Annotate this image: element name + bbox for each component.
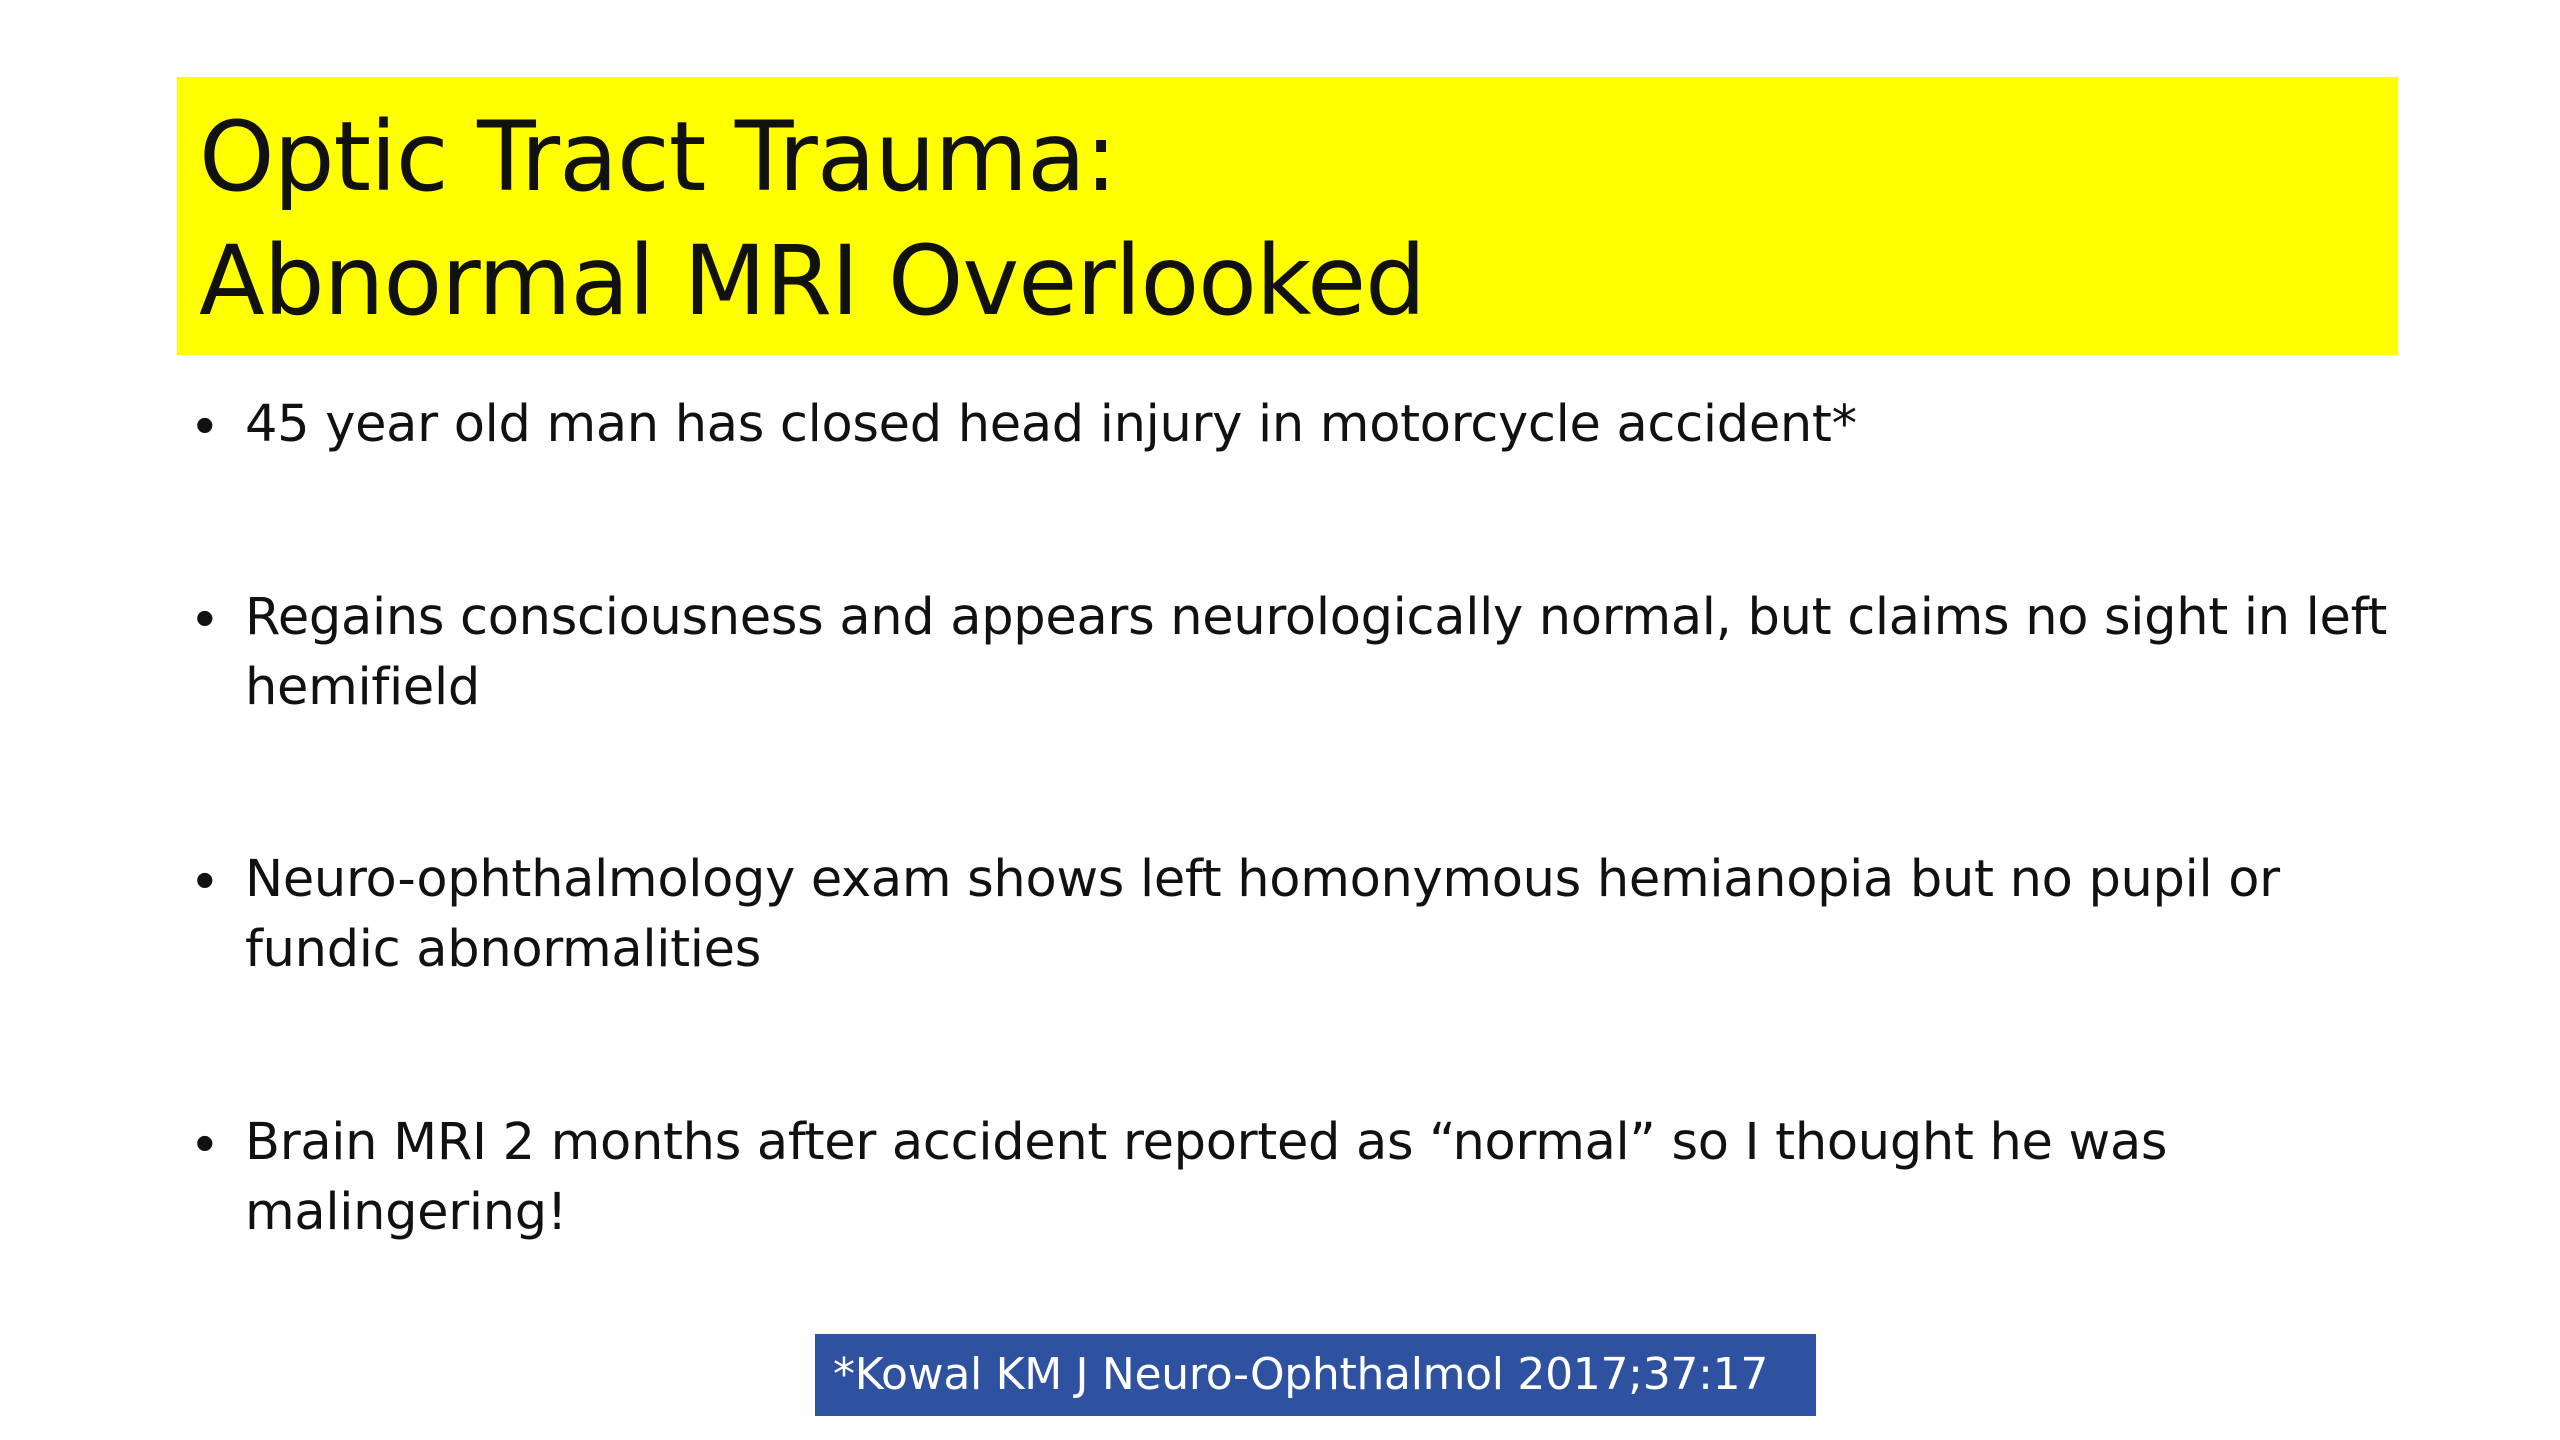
bullet-icon: • — [195, 586, 215, 649]
bullet-icon: • — [195, 848, 215, 911]
bullet-item-4 — [195, 1108, 2435, 1248]
title-banner — [177, 77, 2398, 355]
bullet-text-2: Regains consciousness and appears neurologically normal, but claims no sight in left hemifield — [245, 588, 2388, 717]
bullet-icon: • — [195, 393, 215, 456]
bullet-item-3 — [195, 845, 2435, 985]
bullet-text-4: Brain MRI 2 months after accident reported as “normal” so I thought he was malingering! — [245, 1113, 2168, 1242]
title-line-1: Optic Tract Trauma: — [199, 101, 1117, 213]
citation-box: *Kowal KM J Neuro-Ophthalmol 2017;37:17 — [815, 1334, 1816, 1416]
bullet-item-1 — [195, 390, 2435, 460]
bullet-text-3: Neuro-ophthalmology exam shows left homonymous hemianopia but no pupil or fundic abnormalities — [245, 850, 2280, 979]
bullet-text-1: 45 year old man has closed head injury in motorcycle accident* — [245, 395, 1857, 454]
title-line-2: Abnormal MRI Overlooked — [199, 225, 1426, 337]
bullet-item-2 — [195, 583, 2435, 723]
bullet-icon: • — [195, 1111, 215, 1174]
